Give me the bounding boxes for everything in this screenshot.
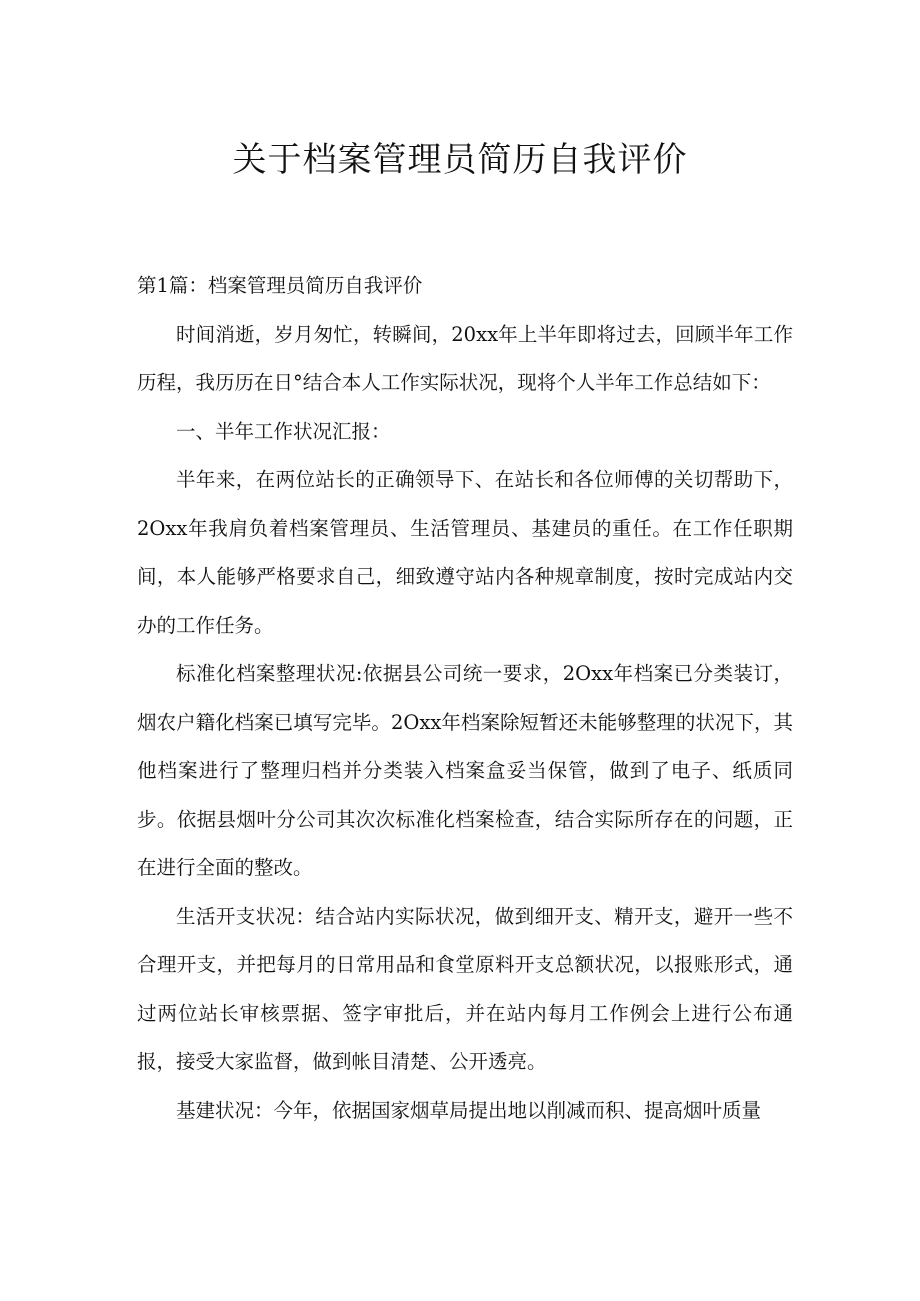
- document-body: [137, 262, 793, 1135]
- paragraph-archive-status: 标准化档案整理状况:依据县公司统一要求，2Oxx年档案已分类装订，烟农户籍化档案已填写完毕。2Oxx年档案除短暂还未能够整理的状况下，其他档案进行了整理归档并分类装入档案盒妥当保管，做到了电子、纸质同步。依据县烟叶分公司其次次标准化档案检查，结合实际所存在的问题，正在进行全面的整改。: [137, 662, 793, 879]
- paragraph-intro: 时间消逝，岁月匆忙，转瞬间，20xx年上半年即将过去，回顾半年工作历程，我历历在日°结合本人工作实际状况，现将个人半年工作总结如下：: [137, 322, 793, 394]
- paragraph-work-summary: 半年来，在两位站长的正确领导下、在站长和各位师傅的关切帮助下，2Oxx年我肩负着档案管理员、生活管理员、基建员的重任。在工作任职期间，本人能够严格要求自己，细致遵守站内各种规章制度，按时完成站内交办的工作任务。: [137, 468, 793, 637]
- paragraph-living-expenses: 生活开支状况：结合站内实际状况，做到细开支、精开支，避开一些不合理开支，并把每月的日常用品和食堂原料开支总额状况，以报账形式，通过两位站长审核票据、签字审批后，并在站内每月工作例会上进行公布通报，接受大家监督，做到帐目清楚、公开透亮。: [137, 904, 793, 1073]
- paragraph-subheading: 一、半年工作状况汇报：: [176, 419, 391, 443]
- paragraph-construction: 基建状况：今年，依据国家烟草局提出地以削减而积、提高烟叶质量: [176, 1098, 762, 1122]
- document-title: 关于档案管理员简历自我评价: [232, 140, 688, 180]
- section-heading: 第1篇：档案管理员简历自我评价: [137, 274, 423, 297]
